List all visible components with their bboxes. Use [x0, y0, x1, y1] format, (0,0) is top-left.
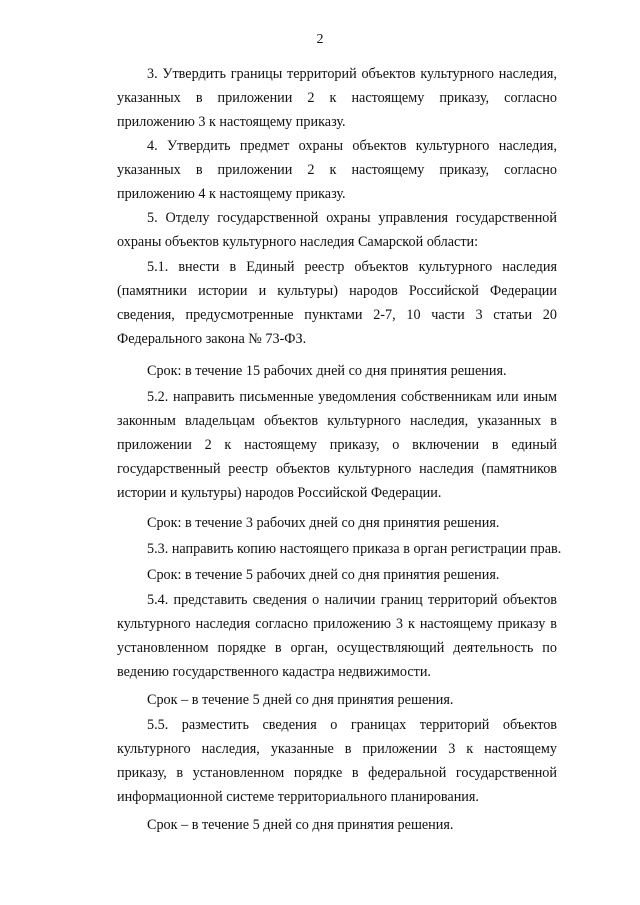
- deadline-5-2: Срок: в течение 3 рабочих дней со дня принятия решения.: [147, 515, 500, 531]
- page-number: 2: [316, 32, 324, 47]
- paragraph-5-1: 5.1. внести в Единый реестр объектов культурного наследия (памятники истории и культуры) народов Российской Федерации сведения, предусмотренные пунктами 2-7, 10 части 3 статьи 20 Федерального закона № 73-ФЗ.: [117, 259, 557, 347]
- deadline-5-5: Срок – в течение 5 дней со дня принятия решения.: [147, 817, 454, 833]
- paragraph-4: 4. Утвердить предмет охраны объектов культурного наследия, указанных в приложении 2 к настоящему приказу, согласно приложению 4 к настоящему приказу.: [117, 138, 557, 202]
- paragraph-5-2: 5.2. направить письменные уведомления собственникам или иным законным владельцам объектов культурного наследия, указанных в приложении 2 к настоящему приказу, о включении в единый государственный реестр объектов культурного наследия (памятников истории и культуры) народов Российской Федерации.: [117, 389, 557, 501]
- paragraph-5: 5. Отделу государственной охраны управления государственной охраны объектов культурного наследия Самарской области:: [117, 210, 557, 250]
- deadline-5-3: Срок: в течение 5 рабочих дней со дня принятия решения.: [147, 567, 500, 583]
- paragraph-3: 3. Утвердить границы территорий объектов культурного наследия, указанных в приложении 2 к настоящему приказу, согласно приложению 3 к настоящему приказу.: [117, 66, 557, 130]
- paragraph-5-3: 5.3. направить копию настоящего приказа в орган регистрации прав.: [147, 541, 562, 557]
- deadline-5-4: Срок – в течение 5 дней со дня принятия решения.: [147, 692, 454, 708]
- paragraph-5-5: 5.5. разместить сведения о границах территорий объектов культурного наследия, указанные в приложении 3 к настоящему приказу, в установленном порядке в федеральной государственной информационной системе территориального планирования.: [117, 717, 557, 805]
- paragraph-5-4: 5.4. представить сведения о наличии границ территорий объектов культурного наследия согласно приложению 3 к настоящему приказу в установленном порядке в орган, осуществляющий деятельность по ведению государственного кадастра недвижимости.: [117, 592, 557, 680]
- deadline-5-1: Срок: в течение 15 рабочих дней со дня принятия решения.: [147, 363, 507, 379]
